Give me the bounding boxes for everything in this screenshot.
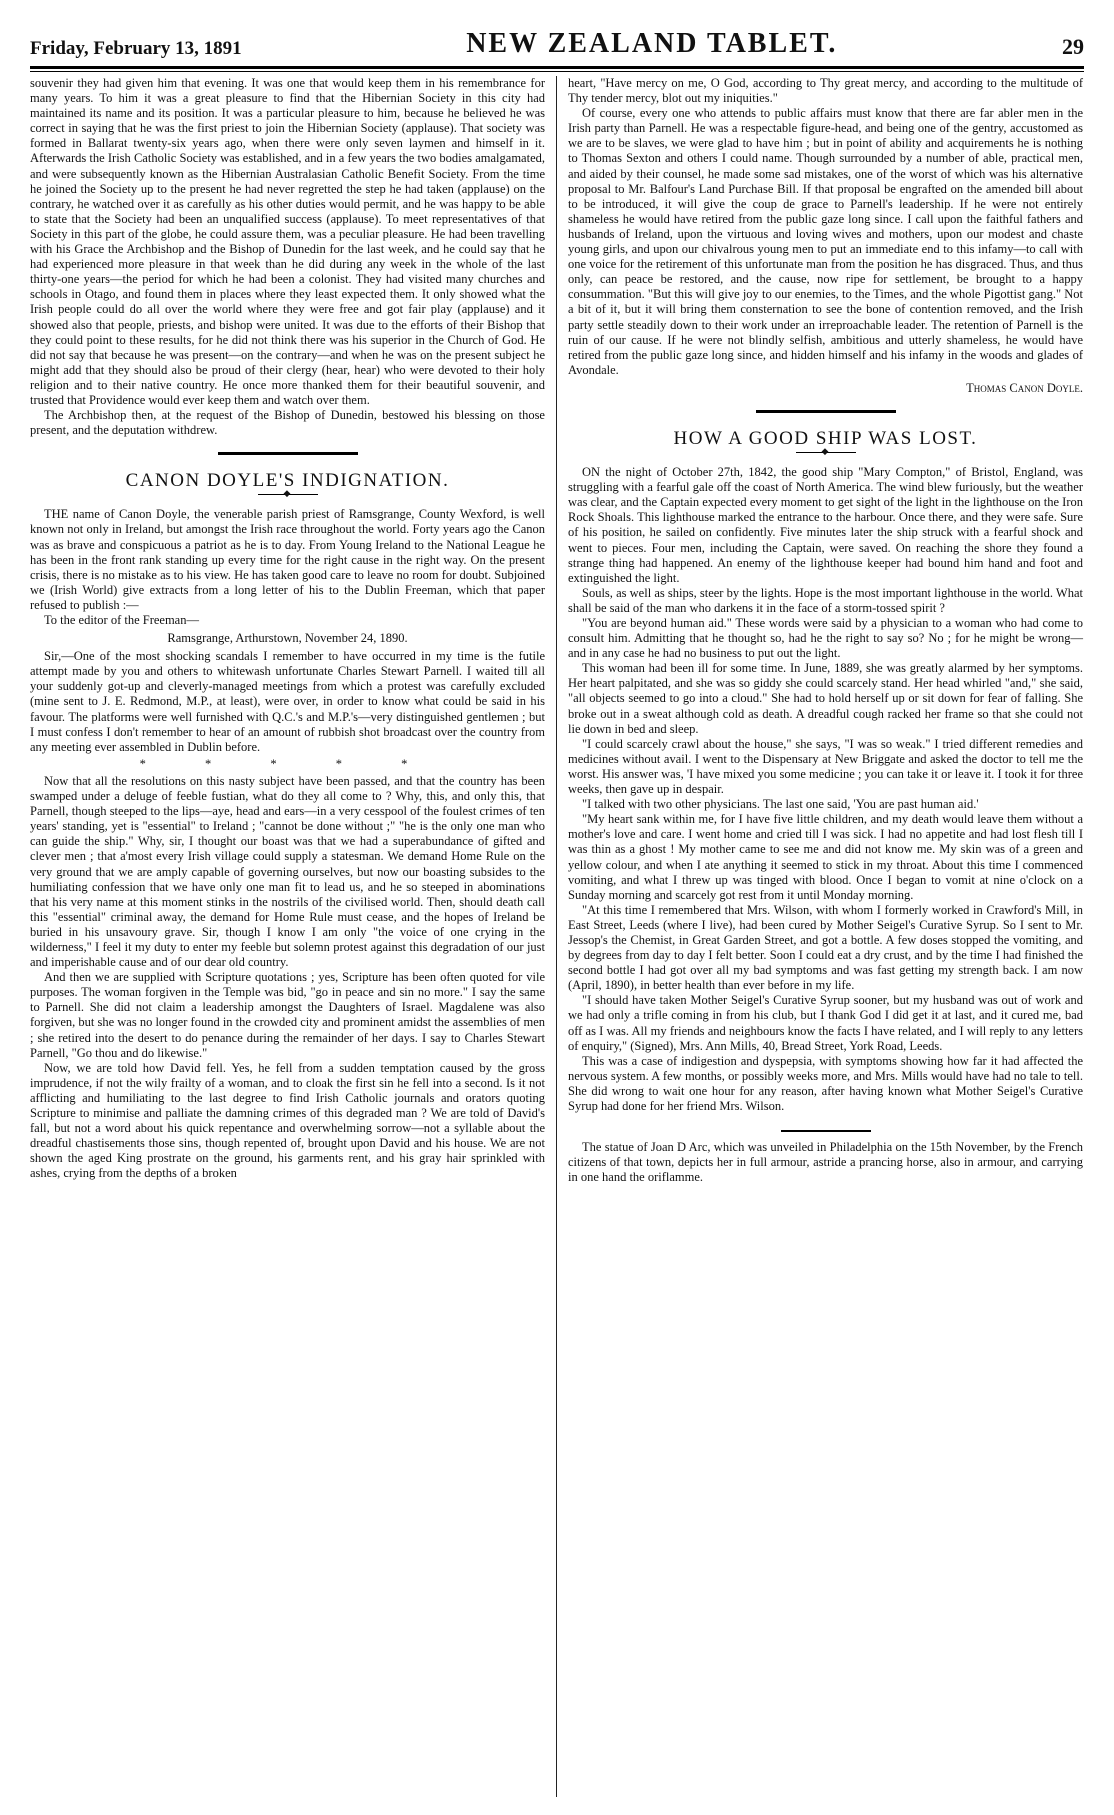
issue-date: Friday, February 13, 1891 [30, 38, 242, 59]
paragraph: heart, "Have mercy on me, O God, according to Thy great mercy, and according to the multitude of Thy tender mercy, blot out my iniquities." [568, 76, 1083, 106]
column-divider [556, 76, 557, 1797]
paragraph: Of course, every one who attends to public affairs must know that there are far abler men in the Irish party than Parnell. He was a respectable figure-head, and being one of the gentry, accustomed as we are to be slaves, we were glad to have him ; but in point of ability and acquirements he is nothing to Thomas Sexton and others I could name. Though surrounded by a number of able, practical men, and aided by their counsel, he made some sad mistakes, one of the worst of which was his alternative proposal to Mr. Balfour's Land Purchase Bill. If that proposal be engrafted on the amended bill about to be introduced, it will give the coup de grace to Parnell's leadership. If he were not entirely shameless he would have retired from the public gaze long since. I call upon the faithful fathers and husbands of Ireland, upon the virtuous and loving wives and mothers, upon our modest and chaste young girls, and upon our chivalrous young men to put an immediate end to this infamy—to call with one voice for the retirement of this unfortunate man from the position he has disgraced. Thus, and thus only, can peace be restored, and the cause, now ripe for settlement, be brought to a happy consummation. "But this will give joy to our enemies, to the Times, and the whole Pigottist gang." Not a bit of it, but it will bring them consternation to see the bone of contention removed, and the Irish party settle steadily down to their work under an irreproachable leader. The retention of Parnell is the ruin of our cause. If he were not blindly selfish, ambitious and utterly shameless, he would have retired from the public gaze long since, and hidden himself and his infamy in the woods and glades of Avondale. [568, 106, 1083, 377]
article-heading: HOW A GOOD SHIP WAS LOST. [673, 427, 978, 449]
paragraph: The statue of Joan D Arc, which was unveiled in Philadelphia on the 15th November, by the French citizens of that town, depicts her in full armour, astride a prancing horse, also in armour, and carrying in one hand the oriflamme. [568, 1140, 1083, 1185]
ornament-divider [258, 494, 318, 499]
paragraph: "I talked with two other physicians. The last one said, 'You are past human aid.' [582, 797, 979, 812]
masthead [30, 10, 1084, 60]
right-column [568, 76, 1083, 1185]
paragraph: And then we are supplied with Scripture quotations ; yes, Scripture has been often quoted for vile purposes. The woman forgiven in the Temple was bid, "go in peace and sin no more." I say the same to Parnell. She did not claim a leadership amongst the Daughters of Israel. Magdalene was also forgiven, but she was no longer found in the crowded city and prominent amidst the assemblies of men ; she retired into the desert to do penance during the remainder of her days. I say to Charles Stewart Parnell, "Go thou and do likewise." [30, 970, 545, 1060]
masthead-rule [30, 66, 1084, 72]
left-column [30, 76, 545, 1181]
newspaper-title: NEW ZEALAND TABLET. [466, 28, 838, 59]
signature: Thomas Canon Doyle. [966, 380, 1083, 395]
section-rule [756, 410, 896, 413]
paragraph: ON the night of October 27th, 1842, the good ship "Mary Compton," of Bristol, England, was struggling with a fearful gale off the coast of North America. The wind blew furiously, but the weather was clear, and the Captain expected every moment to get sight of the light in the lighthouse on the Iron Rock Shoals. This lighthouse marked the entrance to the harbour. Once there, and they were safe. Sure of his position, he sailed on confidently. Five minutes later the ship struck with a fearful shock and went to pieces. Four men, including the Captain, were saved. On reaching the shore they found a strange thing had happened. An enemy of the lighthouse keeper had bound him hand and foot and extinguished the light. [568, 465, 1083, 585]
paragraph: To the editor of the Freeman— [44, 613, 199, 627]
section-rule [781, 1130, 871, 1132]
letter-address: Ramsgrange, Arthurstown, November 24, 1890. [167, 631, 408, 646]
paragraph: "I should have taken Mother Seigel's Curative Syrup sooner, but my husband was out of work and we had only a trifle coming in from his club, but I thank God I did get it at last, and it cured me, bad off as I was. All my friends and neighbours know the facts I have related, and I will reply to any letters of enquiry," (Signed), Mrs. Ann Mills, 40, Bread Street, York Road, Leeds. [568, 993, 1083, 1053]
ornament-divider [796, 452, 856, 457]
article-heading: CANON DOYLE'S INDIGNATION. [125, 470, 450, 492]
paragraph: This was a case of indigestion and dyspepsia, with symptoms showing how far it had affected the nervous system. A few months, or possibly weeks more, and Mrs. Mills would have had no tale to tell. She did wrong to wait one hour for any reason, after having known what Mother Seigel's Curative Syrup had done for her friend Mrs. Wilson. [568, 1053, 1083, 1113]
paragraph: "My heart sank within me, for I have five little children, and my death would leave them without a mother's love and care. I went home and cried till I was sick. I had no appetite and had lost flesh till I was thin as a ghost ! My mother came to see me and did not know me. My skin was of a green and yellow colour, and when I ate anything it seemed to stick in my throat. About this time I commenced vomiting, and what I threw up was tinged with blood. Once I began to vomit at nine o'clock on a Sunday morning and scarcely got rest from it until Monday morning. [568, 812, 1083, 902]
section-rule [218, 452, 358, 455]
paragraph: THE name of Canon Doyle, the venerable parish priest of Ramsgrange, County Wexford, is well known not only in Ireland, but amongst the Irish race throughout the world. Forty years ago the Canon was as brave and conspicuous a patriot as he is to day. From Young Ireland to the National League he has been in the front rank standing up every time for the right cause in the right way. On the present crisis, there is no mistake as to his view. He has taken good care to leave no room for doubt. Subjoined we (Irish World) give extracts from a long letter of his to the Dublin Freeman, which that paper refused to publish :— [30, 507, 545, 612]
paragraph: This woman had been ill for some time. In June, 1889, she was greatly alarmed by her symptoms. Her heart palpitated, and she was so giddy she could scarcely stand. Her head whirled "and," she said, "all objects seemed to go into a cloud." She had to hold herself up or sit down for fear of falling. She broke out in a sweat although cold as death. A dreadful cough racked her frame so that she could not lie down in bed and sleep. [568, 661, 1083, 736]
paragraph: "You are beyond human aid." These words were said by a physician to a woman who had come to consult him. Admitting that he thought so, had he the right to say so? No ; for he might be wrong—and in any case he had no business to put out the light. [568, 616, 1083, 661]
paragraph: Now that all the resolutions on this nasty subject have been passed, and that the country has been swamped under a deluge of feeble fustian, what do they all come to ? Why, this, and only this, that Parnell, though steeped to the lips—aye, head and ears—in a very cesspool of the foulest crimes of ten years' standing, yet is "essential" to Ireland ; "cannot be done without ;" "he is the only one man who can guide the ship." Why, sir, I thought our boast was that we had a superabundance of gifted and clever men ; that a'most every Irish village could supply a statesman. We demand Home Rule on the very ground that we are amply capable of governing ourselves, but now our boasting subsides to the humiliating confession that we have only one man fit to lead us, and he so steeped in abominations that his very name at this moment stinks in the nostrils of the civilised world. Then, should death call this "essential" criminal away, the demand for Home Rule must cease, and the hopes of Ireland be buried in his unsavoury grave. Sir, though I know I am only "the voice of one crying in the wilderness," I feel it my duty to enter my feeble but solemn protest against this degradation of our just and imperishable cause and of our dear old country. [30, 773, 545, 970]
paragraph: "At this time I remembered that Mrs. Wilson, with whom I formerly worked in Crawford's Mill, in East Street, Leeds (where I live), had been cured by Mother Seigel's Curative Syrup. So I sent to Mr. Jessop's the Chemist, in Great Garden Street, and got a bottle. A few doses stopped the vomiting, and by degrees from day to day I felt better. Soon I could eat a dry crust, and by the time I had finished the second bottle I had got over all my bad symptoms and was fast getting my strength back. I am now (April, 1890), in better health than ever before in my life. [568, 902, 1083, 993]
paragraph: Souls, as well as ships, steer by the lights. Hope is the most important lighthouse in the world. What shall be said of the man who darkens it in the face of a storm-tossed spirit ? [568, 585, 1083, 615]
paragraph: The Archbishop then, at the request of the Bishop of Dunedin, bestowed his blessing on those present, and the deputation withdrew. [30, 408, 545, 438]
section-stars: * * * * * [139, 756, 436, 771]
paragraph: souvenir they had given him that evening. It was one that would keep them in his remembrance for many years. To him it was a great pleasure to find that the Hibernian Society in this city had maintained its name and its position. It was a particular pleasure to him, because he believed he was correct in saying that he was the first priest to join the Hibernian Society (applause). That society was formed in Ballarat twenty-six years ago, when there were only seven laymen and himself in it. Afterwards the Irish Catholic Society was established, and in a few years the two bodies amalgamated, and were subsequently known as the Hibernian Australasian Catholic Benefit Society. From the time he joined the Society up to the present he had never regretted the step he had taken (applause) on the contrary, he watched over it as carefully as his other duties would permit, and he was happy to be able to state that the Society had been an unqualified success (applause). To meet representatives of that Society in this part of the globe, he could assure them, was a peculiar pleasure. He had been travelling with his Grace the Archbishop and the Bishop of Dunedin for the last week, and he could say that he had experienced more pleasure in that week than he did during any week in the whole of the last thirty-one years—the period for which he had been a colonist. They had visited many churches and schools in Otago, and found them in places where they least expected them. It only showed what the Irish people could do all over the world where they were free and got fair play (applause) and it showed also that people, priests, and bishop were united. It was due to the efforts of their Bishop that they could point to these results, for he did not think there was his superior in the Church of God. He did not say that because he was present—on the contrary—and when he was on the present subject he might add that they should also be proud of their clergy (hear, hear) who were devoted to their holy religion and to their native country. He once more thanked them for their beautiful souvenir, and trusted that Providence would ever keep them and watch over them. [30, 76, 545, 407]
paragraph: "I could scarcely crawl about the house," she says, "I was so weak." I tried different remedies and medicines without avail. I went to the Dispensary at New Briggate and asked the doctor to tell me the worst. His answer was, 'I have mixed you some medicine ; you can take it or leave it. I took it for three weeks, then gave up in despair. [568, 736, 1083, 797]
paragraph: Now, we are told how David fell. Yes, he fell from a sudden temptation caused by the gross imprudence, if not the wily frailty of a woman, and to cloak the first sin he fell into a second. Is it not afflicting and humiliating to the last degree to find Irish Catholic journals and orators quoting Scripture to minimise and palliate the damning crimes of this degraded man ? We are told of David's fall, but not a word about his quick repentance and overwhelming sorrow—not a syllable about the dreadful chastisements those sins, though repented of, brought upon David and his house. We are not shown the aged King prostrate on the ground, his garments rent, and his gray hair sprinkled with ashes, crying from the depths of a broken [30, 1060, 545, 1181]
paragraph: Sir,—One of the most shocking scandals I remember to have occurred in my time is the futile attempt made by you and others to whitewash unfortunate Charles Stewart Parnell. I waited till all your suddenly got-up and cleverly-managed meetings from which a protest was carefully excluded (mine sent to J. E. Redmond, M.P., at least), were over, in order to know what could be said in his favour. The platforms were well furnished with Q.C.'s and M.P.'s—very distinguished gentlemen ; but I must confess I don't remember to hear of an amount of rubbish shot broadcast over the country from any meeting ever assembled in Dublin before. [30, 649, 545, 754]
page-number: 29 [1061, 34, 1084, 59]
